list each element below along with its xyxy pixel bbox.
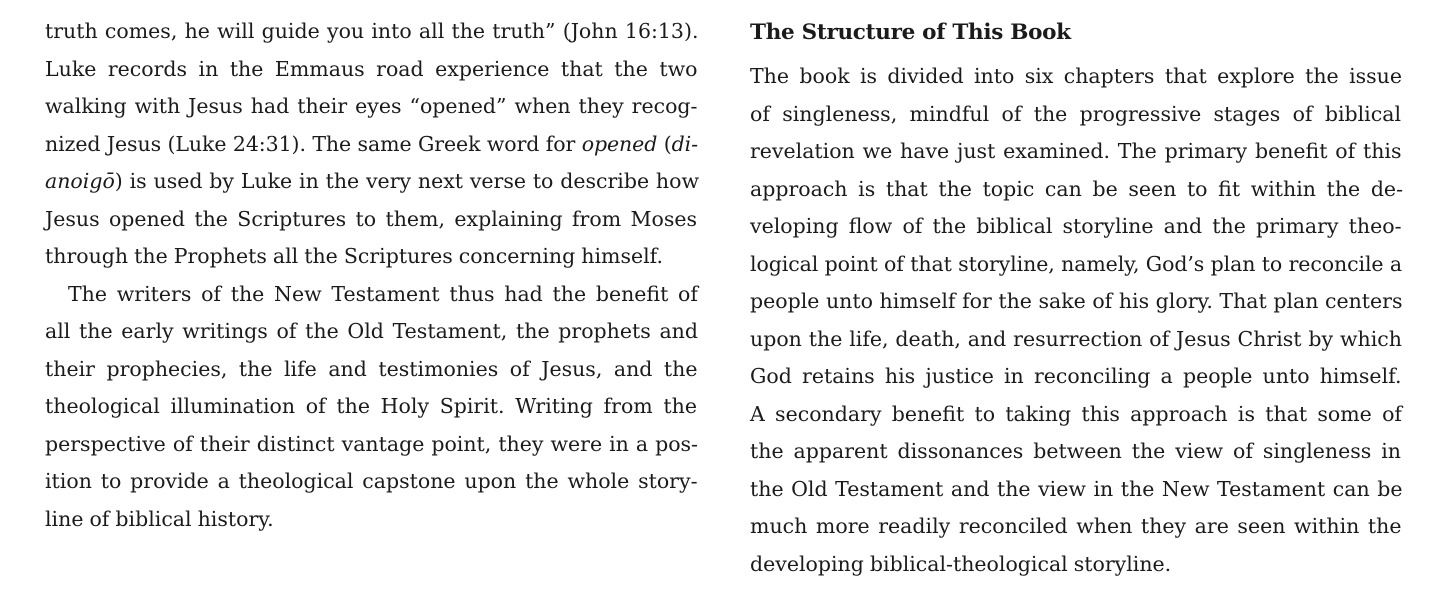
text-line: revelation we have just examined. The primary benefit of this [750,139,1402,163]
paragraph-new-testament-writers [45,276,698,539]
text-fragment: ) is used by Luke in the very next verse to describe how [114,169,699,193]
left-column [45,13,699,538]
italic-term-greek: di- [671,131,699,156]
text-line: their prophecies, the life and testimonies of Jesus, and the [45,356,698,381]
text-line: The writers of the New Testament thus had the benefit of [68,281,698,306]
text-line: perspective of their distinct vantage point, they were in a pos- [45,431,698,456]
text-line: The book is divided into six chapters that explore the issue [750,64,1402,88]
text-line: theological illumination of the Holy Spirit. Writing from the [45,394,697,418]
text-line: of singleness, mindful of the progressive stages of biblical [750,101,1401,126]
text-line: all the early writings of the Old Testament, the prophets and [45,319,698,343]
italic-term-opened: opened [581,131,658,156]
text-line: the Old Testament and the view in the New Testament can be [750,476,1403,501]
text-line: people unto himself for the sake of his glory. That plan centers [750,289,1403,313]
text-line: Luke records in the Emmaus road experience that the two [45,56,698,81]
text-line: Jesus opened the Scriptures to them, explaining from Moses [45,206,697,231]
text-line: line of biblical history. [45,506,274,531]
text-line: God retains his justice in reconciling a people unto himself. [750,364,1402,388]
text-line: truth comes, he will guide you into all the truth” (John 16:13). [45,19,699,43]
text-fragment: ( [657,131,672,156]
text-fragment: nized Jesus (Luke 24:31). The same Greek word for [45,131,582,156]
right-column [750,15,1403,583]
text-line: developing biblical-theological storyline. [750,551,1172,576]
italic-term-greek-cont: anoigō [45,169,115,193]
text-line: ition to provide a theological capstone upon the whole story- [45,469,698,493]
text-line [45,126,699,164]
paragraph-book-structure [750,58,1403,583]
text-line: much more readily reconciled when they are seen within the [750,514,1402,538]
text-line: logical point of that storyline, namely, God’s plan to reconcile a [750,251,1402,276]
text-line: walking with Jesus had their eyes “opened” when they recog- [45,94,698,118]
section-heading: The Structure of This Book [750,20,1071,45]
paragraph-emmaus [45,13,699,276]
text-line: through the Prophets all the Scriptures concerning himself. [45,244,664,268]
text-line: approach is that the topic can be seen to fit within the de- [750,176,1403,201]
text-line: A secondary benefit to taking this approach is that some of [750,401,1402,426]
text-line: the apparent dissonances between the view of singleness in [750,439,1401,463]
text-line [45,163,699,201]
text-line: veloping flow of the biblical storyline and the primary theo- [750,214,1402,238]
text-line: upon the life, death, and resurrection of Jesus Christ by which [750,326,1402,351]
